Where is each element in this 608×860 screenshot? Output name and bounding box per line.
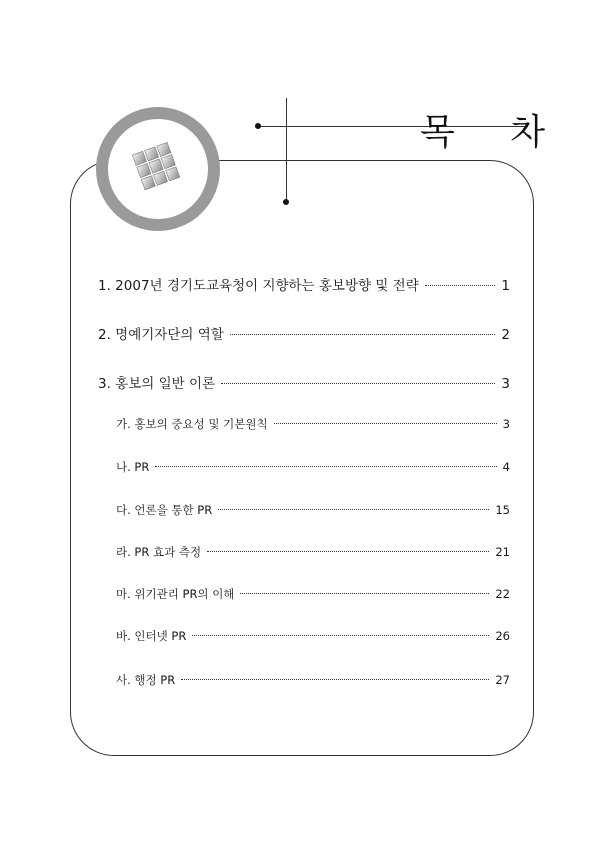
toc-page: 2 <box>501 327 510 343</box>
toc-subsection-ga[interactable] <box>116 416 510 432</box>
toc-page: 3 <box>501 376 510 392</box>
dot-leader <box>192 635 489 636</box>
toc-label: 마. 위기관리 PR의 이해 <box>116 587 235 601</box>
toc-label: 바. 인터넷 PR <box>116 629 187 643</box>
bullet-dot <box>283 199 289 205</box>
toc-label: 2. 명예기자단의 역할 <box>98 327 224 343</box>
toc-page: 4 <box>502 460 510 474</box>
toc-subsection-da[interactable] <box>116 502 510 518</box>
bullet-dot <box>255 123 261 129</box>
toc-label: 1. 2007년 경기도교육청이 지향하는 홍보방향 및 전략 <box>98 278 419 294</box>
glass-cubes-icon <box>130 139 186 195</box>
page-title: 목 차 <box>420 112 567 153</box>
toc-label: 라. PR 효과 측정 <box>116 545 202 559</box>
toc-page: 1 <box>501 278 510 294</box>
dot-leader <box>425 285 496 286</box>
dot-leader <box>207 551 489 552</box>
toc-section-2[interactable] <box>98 323 510 343</box>
toc-page: 15 <box>495 503 510 517</box>
dot-leader <box>240 593 489 594</box>
toc-label: 나. PR <box>116 460 150 474</box>
dot-leader <box>218 509 489 510</box>
toc-label: 사. 행정 PR <box>116 673 176 687</box>
decorative-ring <box>96 107 220 231</box>
toc-subsection-ba[interactable] <box>116 628 510 644</box>
vertical-rule <box>286 98 287 202</box>
toc-page: 26 <box>495 629 510 643</box>
toc-page: 21 <box>495 545 510 559</box>
dot-leader <box>221 383 495 384</box>
toc-label: 3. 홍보의 일반 이론 <box>98 376 216 392</box>
toc-page: 27 <box>495 673 510 687</box>
dot-leader <box>274 423 497 424</box>
toc-subsection-na[interactable] <box>116 459 510 475</box>
toc-section-1[interactable] <box>98 274 510 294</box>
dot-leader <box>230 334 496 335</box>
toc-frame <box>70 160 534 756</box>
toc-page: 3 <box>502 417 510 431</box>
dot-leader <box>181 679 489 680</box>
toc-section-3[interactable] <box>98 372 510 392</box>
toc-label: 가. 홍보의 중요성 및 기본원칙 <box>116 417 268 431</box>
toc-label: 다. 언론을 통한 PR <box>116 503 213 517</box>
toc-subsection-ra[interactable] <box>116 544 510 560</box>
toc-page: 22 <box>495 587 510 601</box>
toc-subsection-sa[interactable] <box>116 672 510 688</box>
dot-leader <box>155 466 496 467</box>
toc-subsection-ma[interactable] <box>116 586 510 602</box>
